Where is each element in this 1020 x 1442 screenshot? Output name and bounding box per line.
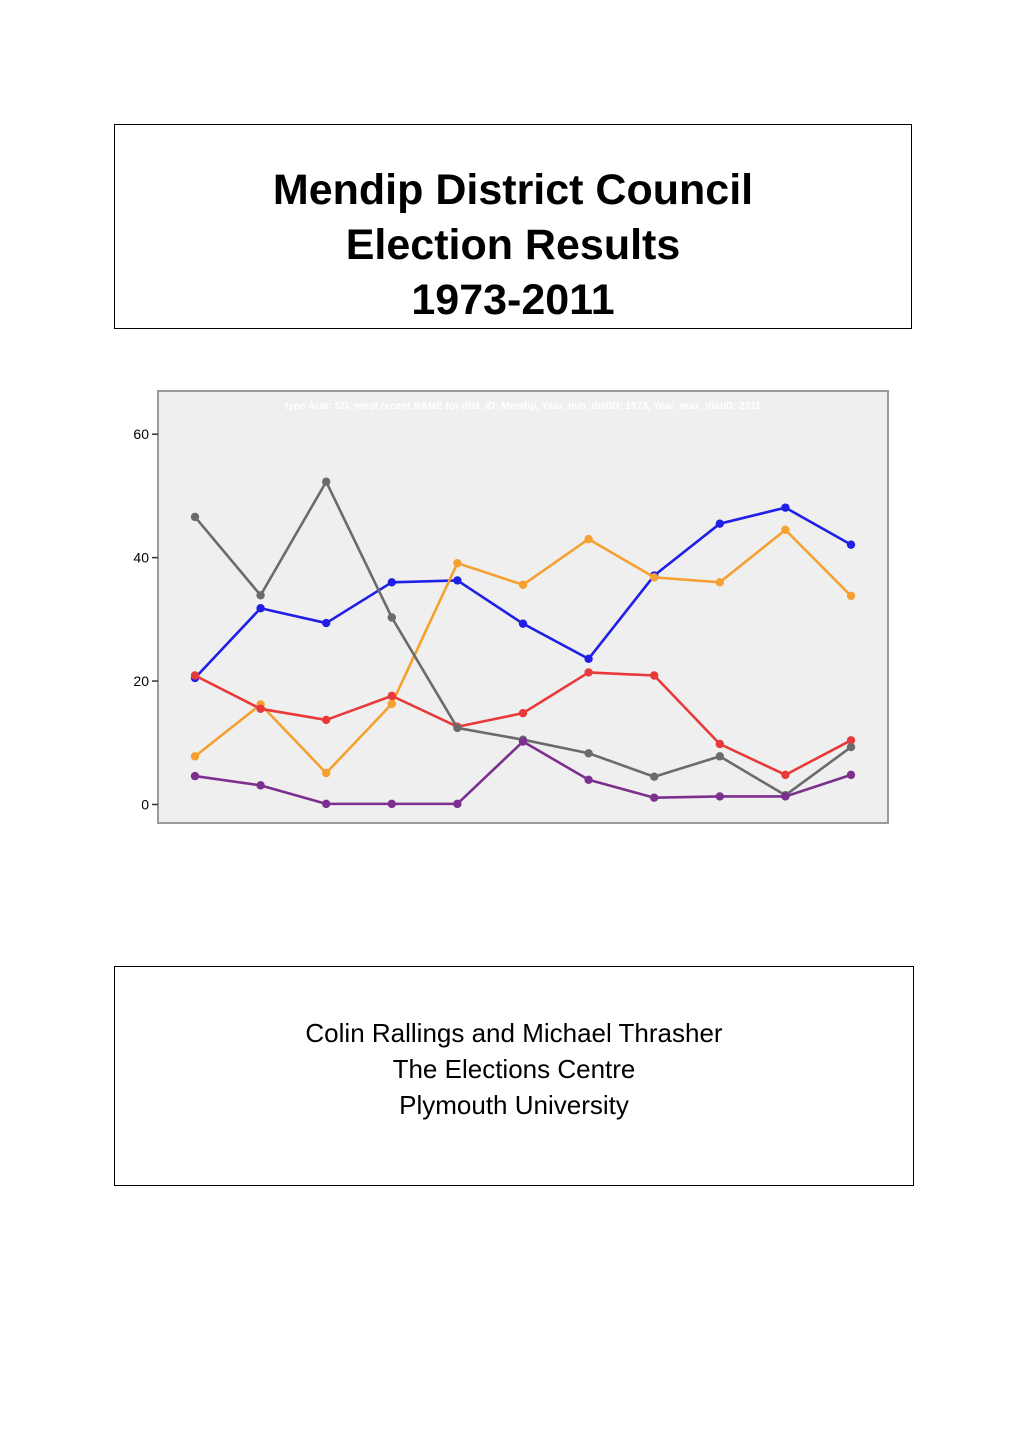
title-box <box>114 124 912 329</box>
title-lines <box>115 163 911 328</box>
author-lines <box>115 1015 913 1123</box>
series-1-point <box>584 655 592 663</box>
series-4-point <box>847 743 855 751</box>
series-3-point <box>388 692 396 700</box>
series-3-point <box>519 709 527 717</box>
y-tick-label: 60 <box>133 426 149 443</box>
series-5-point <box>191 772 199 780</box>
document-title-line-2: Election Results <box>345 221 681 269</box>
series-1-point <box>256 604 264 612</box>
y-tick-label: 40 <box>133 549 149 566</box>
series-5-point <box>519 737 527 745</box>
series-1-point <box>847 540 855 548</box>
series-3-point <box>256 705 264 713</box>
series-2-point <box>453 559 461 567</box>
series-3-point <box>322 716 330 724</box>
series-4-point <box>191 513 199 521</box>
chart-title: type 4cat: SD, most recent NAME for dist_ID: Mendip, Year_min_distID: 1973, Year_max_distID: 2011 <box>285 401 761 412</box>
series-1-point <box>519 619 527 627</box>
series-5-point <box>388 800 396 808</box>
plot-area <box>158 391 888 823</box>
series-2-point <box>191 752 199 760</box>
series-1-point <box>781 503 789 511</box>
series-2-point <box>388 700 396 708</box>
series-3-point <box>584 668 592 676</box>
series-5-point <box>781 792 789 800</box>
series-2-point <box>716 578 724 586</box>
series-5-point <box>584 776 592 784</box>
series-2-point <box>781 526 789 534</box>
document-title-line-3: 1973-2011 <box>411 276 615 324</box>
series-4-point <box>388 613 396 621</box>
series-2-point <box>650 573 658 581</box>
series-4-point <box>716 752 724 760</box>
y-tick-label: 20 <box>133 673 149 690</box>
series-4-point <box>453 724 461 732</box>
y-tick-label: 0 <box>141 796 149 813</box>
series-1-point <box>322 619 330 627</box>
series-2-point <box>519 581 527 589</box>
chart-svg <box>110 378 900 838</box>
series-4-point <box>584 749 592 757</box>
series-3-point <box>781 771 789 779</box>
series-1-point <box>453 576 461 584</box>
series-4-point <box>256 591 264 599</box>
series-2-point <box>322 769 330 777</box>
series-1-point <box>716 519 724 527</box>
author-box <box>114 966 914 1186</box>
author-institution: The Elections Centre <box>392 1054 636 1084</box>
author-names: Colin Rallings and Michael Thrasher <box>305 1018 723 1048</box>
series-3-point <box>650 671 658 679</box>
series-5-point <box>322 800 330 808</box>
series-2-point <box>847 592 855 600</box>
series-3-point <box>191 671 199 679</box>
series-1-point <box>388 578 396 586</box>
series-5-point <box>256 781 264 789</box>
series-5-point <box>453 800 461 808</box>
author-university: Plymouth University <box>399 1090 629 1120</box>
series-3-point <box>716 740 724 748</box>
document-title-line-1: Mendip District Council <box>272 166 754 214</box>
results-chart <box>110 378 900 838</box>
series-2-point <box>584 535 592 543</box>
series-5-point <box>847 771 855 779</box>
series-5-point <box>650 793 658 801</box>
series-5-point <box>716 792 724 800</box>
series-4-point <box>650 773 658 781</box>
series-4-point <box>322 478 330 486</box>
